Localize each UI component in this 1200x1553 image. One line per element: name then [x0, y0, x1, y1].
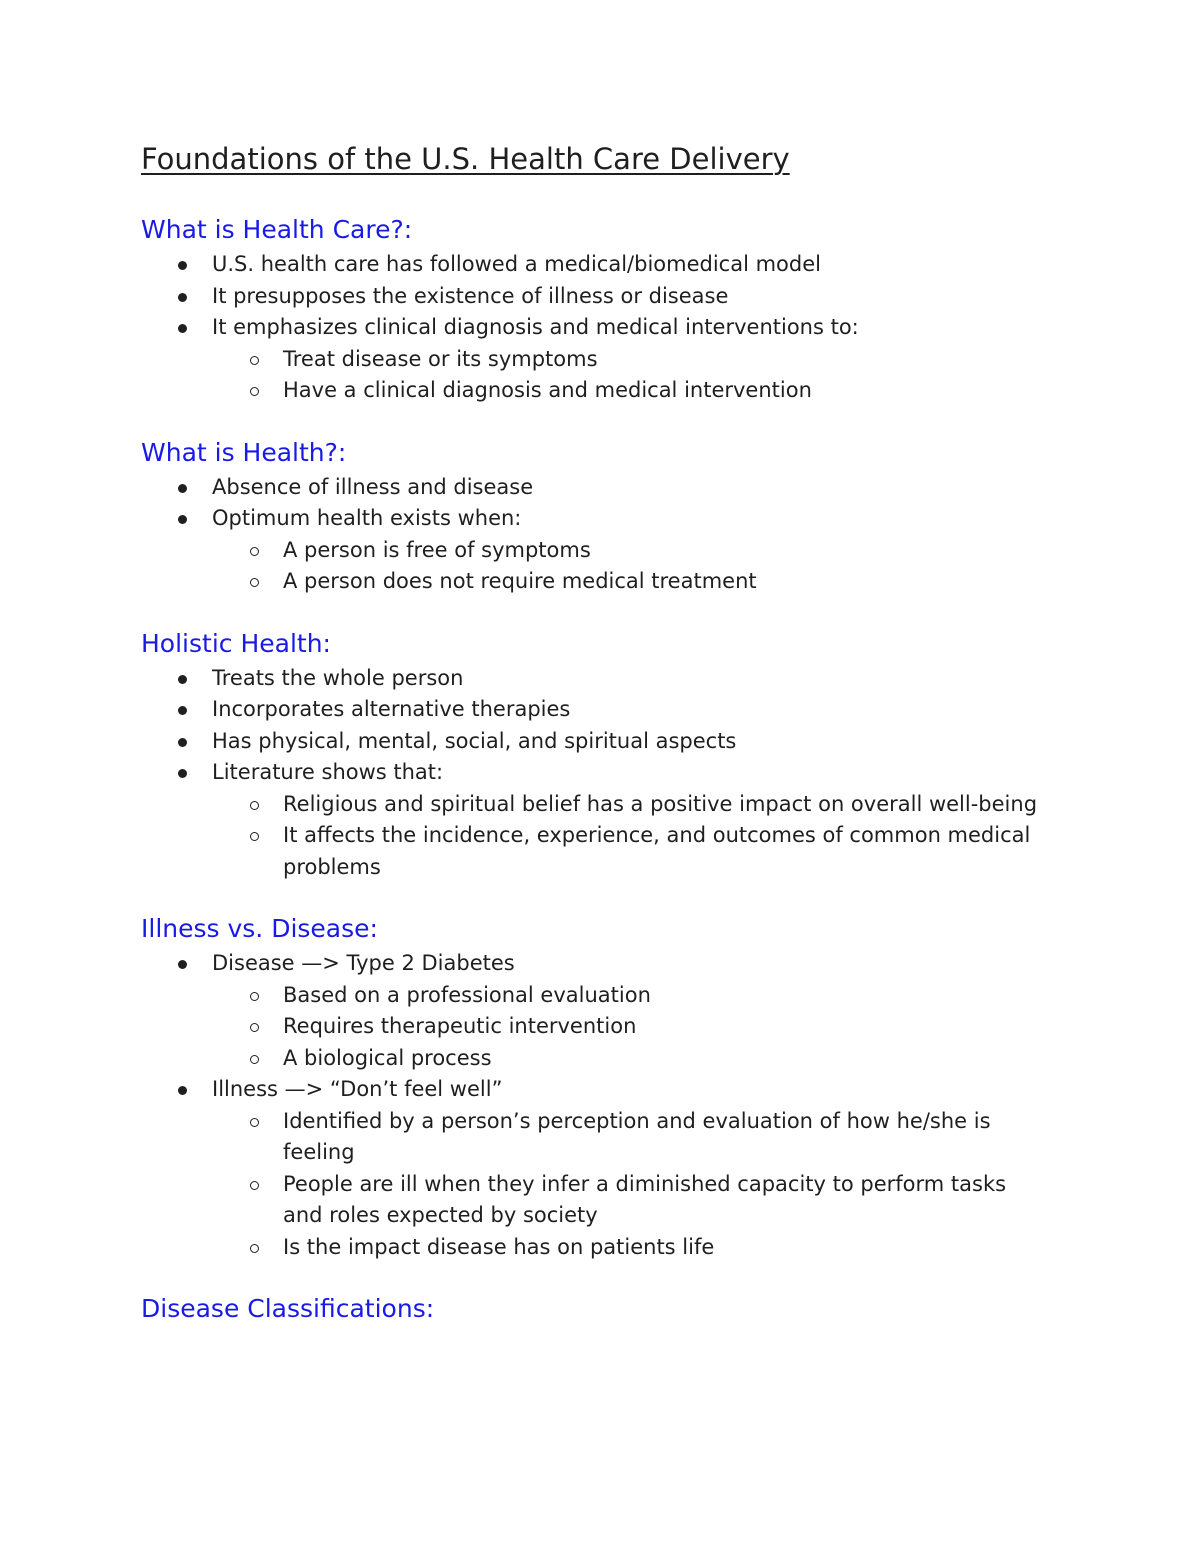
list-item-text: Treats the whole person	[212, 665, 464, 690]
sub-bullet-list	[212, 535, 1100, 598]
hollow-bullet-icon	[250, 356, 259, 365]
list-item	[141, 757, 1100, 883]
list-item-text: Incorporates alternative therapies	[212, 697, 571, 721]
sub-list-item-text: Treat disease or its symptoms	[283, 346, 598, 371]
section-heading: Illness vs. Disease:	[141, 914, 378, 943]
list-item	[141, 1074, 1100, 1263]
section-heading: Holistic Health:	[141, 628, 331, 658]
bullet-list	[141, 948, 1100, 1263]
filled-bullet-icon	[178, 960, 187, 969]
sub-list-item-text: People are ill when they infer a diminished capacity to perform tasks and roles expected by society	[283, 1171, 1007, 1227]
list-item	[141, 312, 1100, 407]
section-what-is-health	[141, 437, 1100, 598]
hollow-bullet-icon	[250, 801, 259, 810]
sub-bullet-list	[212, 344, 1100, 407]
sub-list-item	[212, 535, 1038, 567]
hollow-bullet-icon	[250, 1055, 259, 1064]
list-item	[141, 281, 1100, 313]
filled-bullet-icon	[178, 515, 187, 524]
list-item	[141, 663, 1100, 695]
bullet-list	[141, 663, 1100, 884]
bullet-list	[141, 472, 1100, 598]
filled-bullet-icon	[178, 293, 187, 302]
bullet-list	[141, 249, 1100, 407]
list-item-text: It emphasizes clinical diagnosis and medical interventions to:	[212, 315, 859, 339]
hollow-bullet-icon	[250, 1244, 259, 1253]
hollow-bullet-icon	[250, 832, 259, 841]
sub-list-item-text: Religious and spiritual belief has a positive impact on overall well-being	[283, 791, 1038, 816]
filled-bullet-icon	[178, 706, 187, 715]
sub-list-item	[212, 344, 1038, 376]
sub-bullet-list	[212, 1106, 1100, 1264]
sub-list-item	[212, 789, 1038, 821]
list-item-text: Disease —> Type 2 Diabetes	[212, 951, 515, 975]
list-item	[141, 694, 1100, 726]
sub-list-item-text: A biological process	[283, 1045, 492, 1070]
sub-list-item	[212, 1169, 1038, 1232]
sub-list-item	[212, 1106, 1038, 1169]
list-item-text: U.S. health care has followed a medical/biomedical model	[212, 252, 821, 276]
list-item-text: Has physical, mental, social, and spiritual aspects	[212, 728, 737, 753]
sub-list-item	[212, 820, 1038, 883]
section-heading: Disease Classifications:	[141, 1294, 435, 1323]
hollow-bullet-icon	[250, 387, 259, 396]
hollow-bullet-icon	[250, 578, 259, 587]
hollow-bullet-icon	[250, 1118, 259, 1127]
filled-bullet-icon	[178, 484, 187, 493]
sub-list-item	[212, 1011, 1038, 1043]
list-item-text: Literature shows that:	[212, 760, 444, 784]
document-title: Foundations of the U.S. Health Care Delivery	[141, 142, 790, 176]
sub-list-item	[212, 375, 1038, 407]
sub-list-item	[212, 1232, 1038, 1264]
filled-bullet-icon	[178, 769, 187, 778]
sub-list-item	[212, 980, 1038, 1012]
section-holistic-health	[141, 628, 1100, 884]
list-item-text: It presupposes the existence of illness or disease	[212, 283, 729, 308]
list-item-text: Optimum health exists when:	[212, 506, 522, 530]
section-what-is-health-care	[141, 214, 1100, 407]
sub-list-item	[212, 566, 1038, 598]
sub-bullet-list	[212, 980, 1100, 1075]
section-heading: What is Health Care?:	[141, 215, 413, 244]
hollow-bullet-icon	[250, 1181, 259, 1190]
sub-bullet-list	[212, 789, 1100, 884]
filled-bullet-icon	[178, 675, 187, 684]
sub-list-item-text: Based on a professional evaluation	[283, 982, 651, 1007]
hollow-bullet-icon	[250, 547, 259, 556]
sub-list-item-text: It affects the incidence, experience, and outcomes of common medical problems	[283, 823, 1031, 879]
sub-list-item-text: Have a clinical diagnosis and medical intervention	[283, 378, 812, 402]
list-item	[141, 249, 1100, 281]
sub-list-item-text: A person does not require medical treatment	[283, 569, 757, 593]
section-heading: What is Health?:	[141, 437, 347, 467]
section-illness-vs-disease	[141, 913, 1100, 1263]
filled-bullet-icon	[178, 738, 187, 747]
hollow-bullet-icon	[250, 992, 259, 1001]
list-item-text: Absence of illness and disease	[212, 474, 534, 499]
list-item	[141, 948, 1100, 1074]
filled-bullet-icon	[178, 1086, 187, 1095]
list-item	[141, 726, 1100, 758]
sub-list-item-text: Is the impact disease has on patients life	[283, 1234, 715, 1259]
list-item-text: Illness —> “Don’t feel well”	[212, 1077, 503, 1101]
list-item	[141, 472, 1100, 504]
sub-list-item-text: Identified by a person’s perception and evaluation of how he/she is feeling	[283, 1108, 991, 1164]
list-item	[141, 503, 1100, 598]
filled-bullet-icon	[178, 324, 187, 333]
sub-list-item-text: A person is free of symptoms	[283, 537, 591, 562]
sub-list-item	[212, 1043, 1038, 1075]
hollow-bullet-icon	[250, 1023, 259, 1032]
section-disease-classifications	[141, 1293, 1100, 1325]
sub-list-item-text: Requires therapeutic intervention	[283, 1014, 637, 1038]
filled-bullet-icon	[178, 261, 187, 270]
